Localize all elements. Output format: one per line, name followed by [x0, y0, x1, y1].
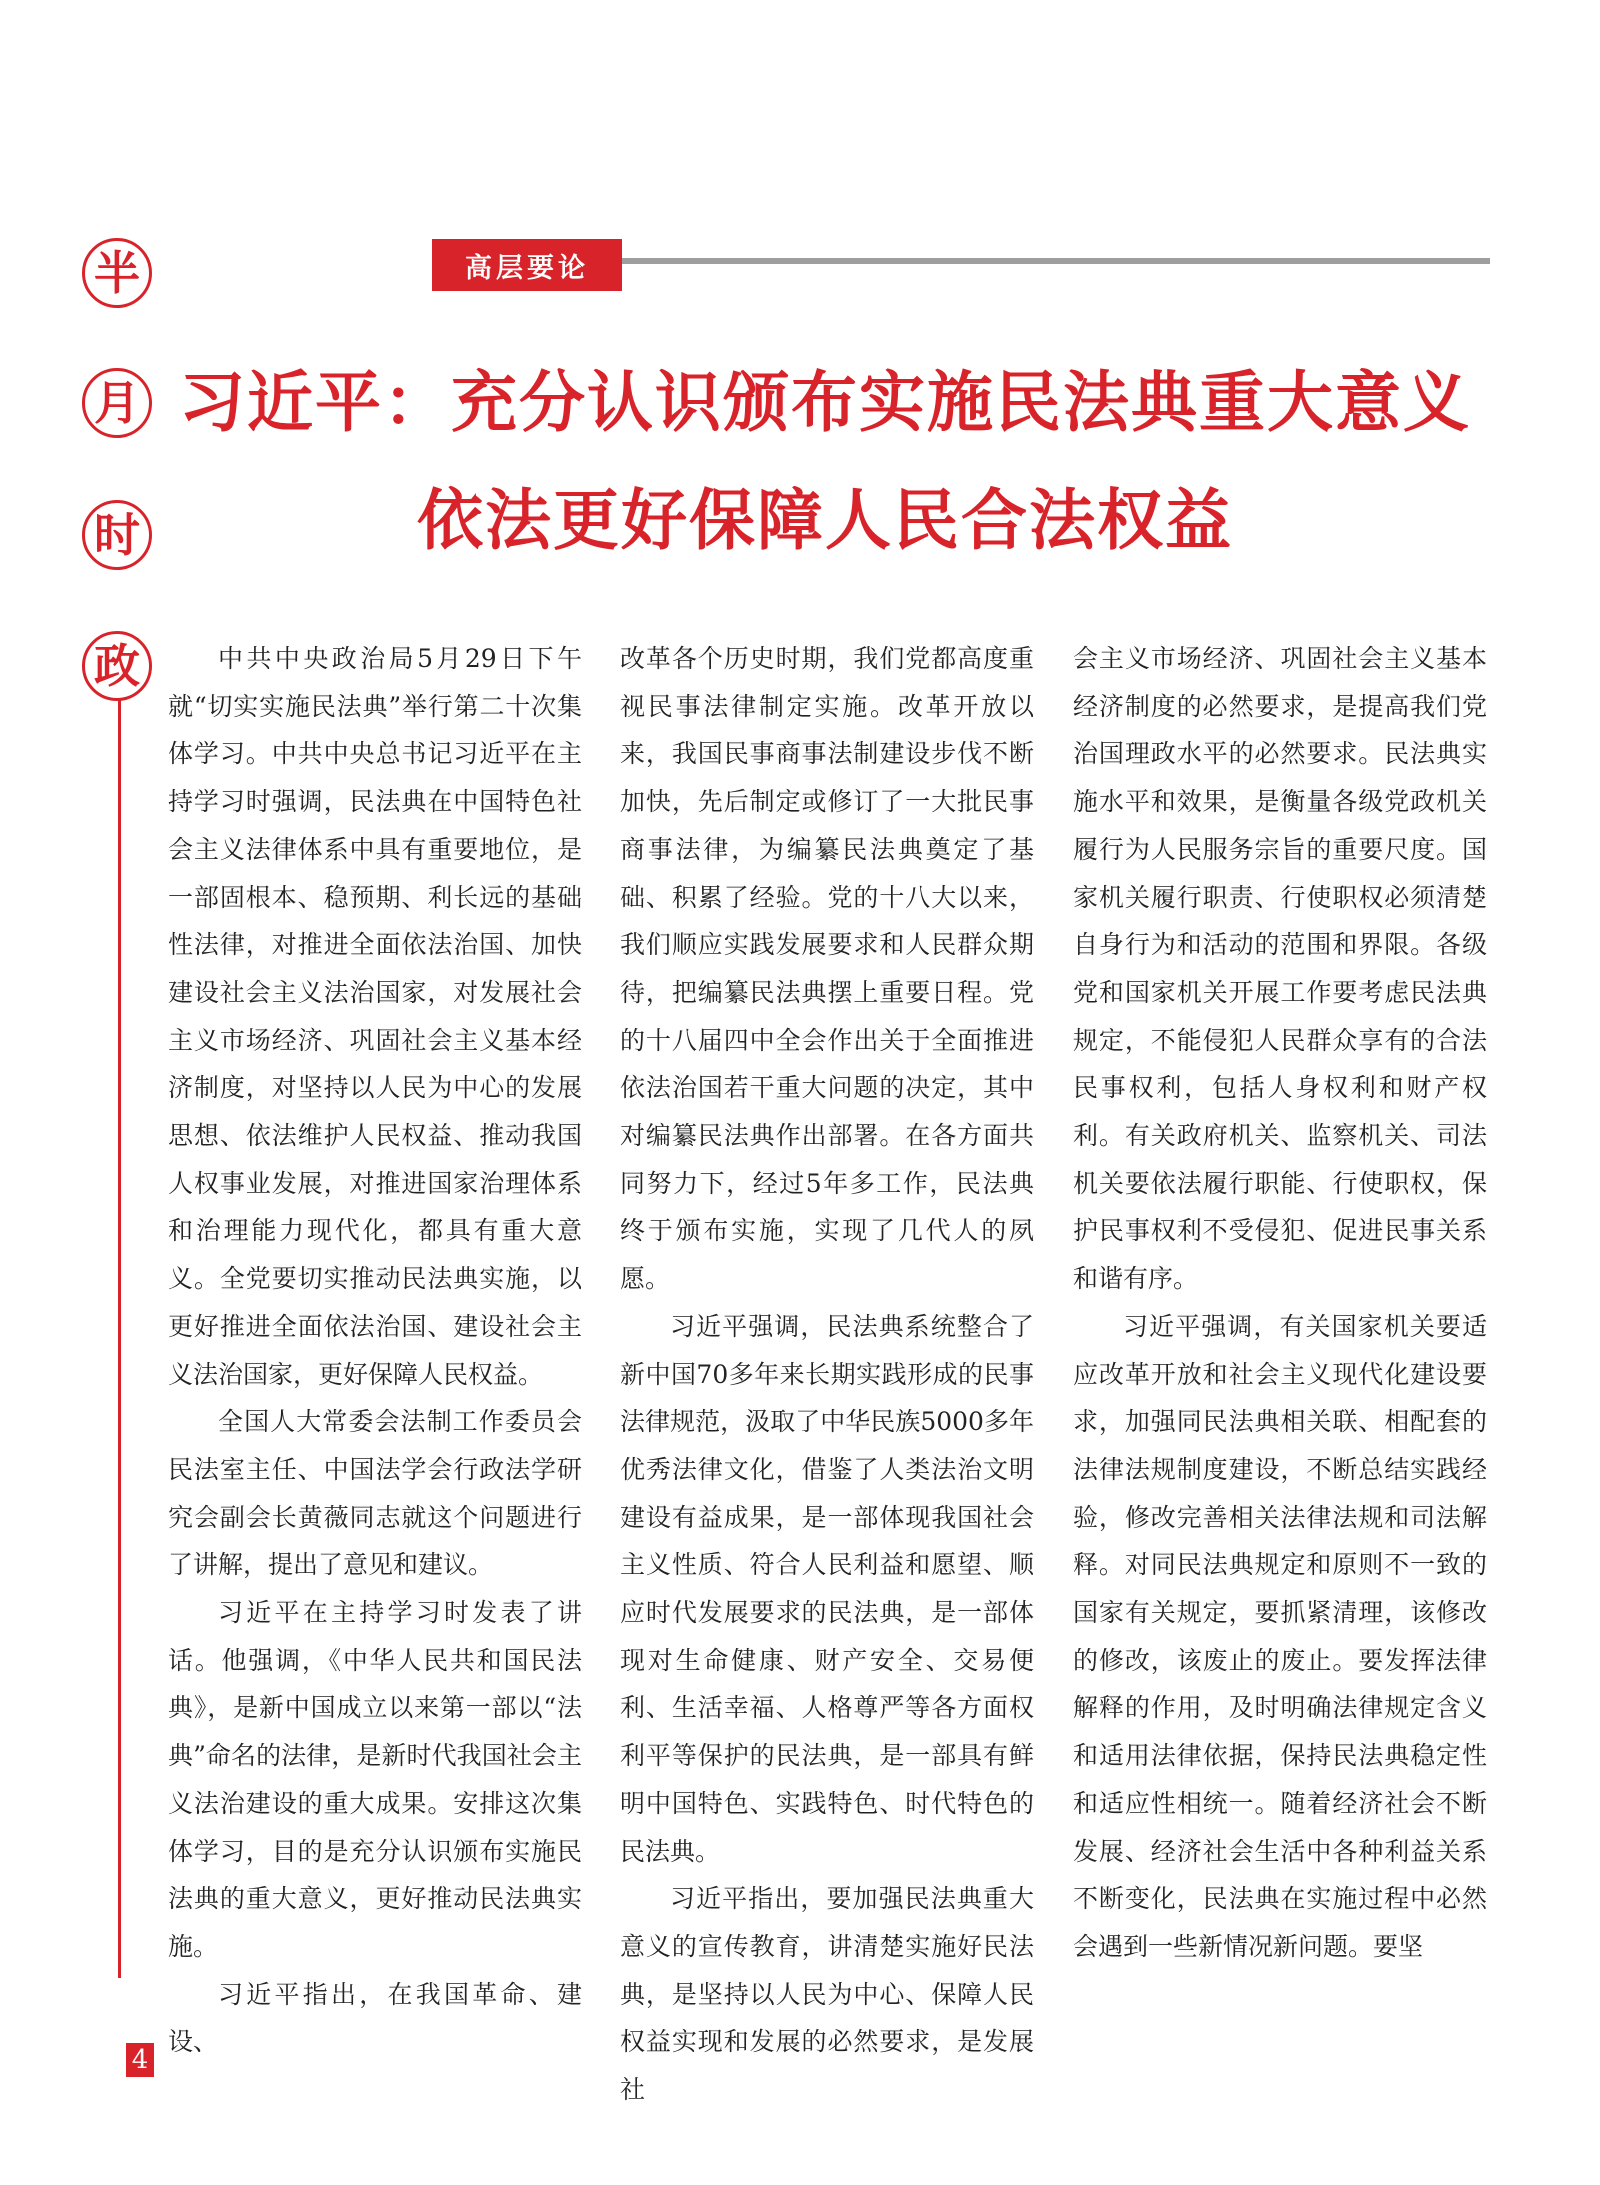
paragraph: 全国人大常委会法制工作委员会民法室主任、中国法学会行政法学研究会副会长黄薇同志就这个问题进行了讲解，提出了意见和建议。	[168, 1407, 582, 1580]
masthead-divider	[118, 700, 121, 1978]
section-rule	[622, 258, 1490, 264]
paragraph: 习近平在主持学习时发表了讲话。他强调，《中华人民共和国民法典》，是新中国成立以来第一部以“法典”命名的法律，是新时代我国社会主义法治建设的重大成果。安排这次集体学习，目的是充分认识颁布实施民法典的重大意义，更好推动民法典实施。	[168, 1598, 582, 1961]
body-column-3	[1073, 635, 1487, 1971]
paragraph: 中共中央政治局5月29日下午就“切实实施民法典”举行第二十次集体学习。中共中央总书记习近平在主持学习时强调，民法典在中国特色社会主义法律体系中具有重要地位，是一部固根本、稳预期、利长远的基础性法律，对推进全面依法治国、加快建设社会主义法治国家，对发展社会主义市场经济、巩固社会主义基本经济制度，对坚持以人民为中心的发展思想、依法维护人民权益、推动我国人权事业发展，对推进国家治理体系和治理能力现代化，都具有重大意义。全党要切实推动民法典实施，以更好推进全面依法治国、建设社会主义法治国家，更好保障人民权益。	[168, 644, 582, 1389]
body-column-2	[620, 635, 1034, 2114]
article-title-line-1: 习近平：充分认识颁布实施民法典重大意义	[179, 364, 1471, 441]
paragraph: 习近平强调，民法典系统整合了新中国70多年来长期实践形成的民事法律规范，汲取了中华民族5000多年优秀法律文化，借鉴了人类法治文明建设有益成果，是一部体现我国社会主义性质、符合人民利益和愿望、顺应时代发展要求的民法典，是一部体现对生命健康、财产安全、交易便利、生活幸福、人格尊严等各方面权利平等保护的民法典，是一部具有鲜明中国特色、实践特色、时代特色的民法典。	[620, 1311, 1034, 1866]
paragraph: 会主义市场经济、巩固社会主义基本经济制度的必然要求，是提高我们党治国理政水平的必然要求。民法典实施水平和效果，是衡量各级党政机关履行为人民服务宗旨的重要尺度。国家机关履行职责、行使职权必须清楚自身行为和活动的范围和界限。各级党和国家机关开展工作要考虑民法典规定，不能侵犯人民群众享有的合法民事权利，包括人身权利和财产权利。有关政府机关、监察机关、司法机关要依法履行职能、行使职权，保护民事权利不受侵犯、促进民事关系和谐有序。	[1073, 644, 1487, 1294]
paragraph: 习近平指出，在我国革命、建设、	[168, 1979, 582, 2057]
masthead-char: 时	[82, 500, 152, 570]
section-tag: 高层要论	[432, 239, 622, 291]
body-column-1	[168, 635, 582, 2066]
paragraph: 习近平指出，要加强民法典重大意义的宣传教育，讲清楚实施好民法典，是坚持以人民为中心、保障人民权益实现和发展的必然要求，是发展社	[620, 1884, 1034, 2105]
masthead-char: 政	[82, 631, 152, 701]
page-number: 4	[126, 2043, 154, 2077]
masthead-char: 半	[82, 238, 152, 308]
paragraph: 习近平强调，有关国家机关要适应改革开放和社会主义现代化建设要求，加强同民法典相关联、相配套的法律法规制度建设，不断总结实践经验，修改完善相关法律法规和司法解释。对同民法典规定和原则不一致的国家有关规定，要抓紧清理，该修改的修改，该废止的废止。要发挥法律解释的作用，及时明确法律规定含义和适用法律依据，保持民法典稳定性和适应性相统一。随着经济社会不断发展、经济社会生活中各种利益关系不断变化，民法典在实施过程中必然会遇到一些新情况新问题。要坚	[1073, 1311, 1487, 1961]
masthead-char: 月	[82, 368, 152, 438]
paragraph: 改革各个历史时期，我们党都高度重视民事法律制定实施。改革开放以来，我国民事商事法制建设步伐不断加快，先后制定或修订了一大批民事商事法律，为编纂民法典奠定了基础、积累了经验。党的十八大以来，我们顺应实践发展要求和人民群众期待，把编纂民法典摆上重要日程。党的十八届四中全会作出关于全面推进依法治国若干重大问题的决定，其中对编纂民法典作出部署。在各方面共同努力下，经过5年多工作，民法典终于颁布实施，实现了几代人的夙愿。	[620, 644, 1034, 1294]
article-title-line-2: 依法更好保障人民合法权益	[417, 482, 1233, 559]
